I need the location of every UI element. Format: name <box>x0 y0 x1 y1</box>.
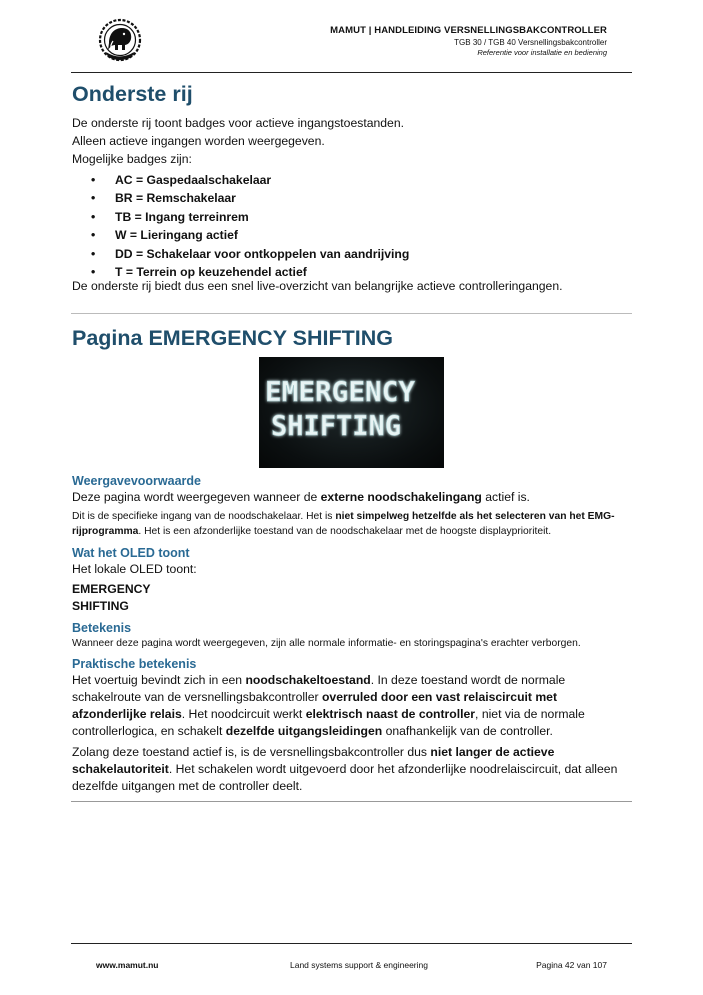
header-subtitle: TGB 30 / TGB 40 Versnellingsbakcontroller <box>454 38 607 47</box>
paragraph-small: Dit is de specifieke ingang van de noodschakelaar. Het is niet simpelweg hetzelfde als het selecteren van het EMG-rijprogramma. Het is een afzonderlijke toestand van de noodschakelaar met de hoogste displayprioriteit. <box>72 511 615 537</box>
footer-divider <box>71 943 632 944</box>
header-divider <box>71 72 632 73</box>
oled-text-line: EMERGENCY <box>72 582 151 596</box>
section-heading-emergency: Pagina EMERGENCY SHIFTING <box>72 326 393 350</box>
paragraph: Het lokale OLED toont: <box>72 562 197 576</box>
oled-line-2: SHIFTING <box>271 409 401 442</box>
paragraph: Mogelijke badges zijn: <box>72 151 192 166</box>
badge-list-item: • DD = Schakelaar voor ontkoppelen van aandrijving <box>101 245 632 264</box>
oled-line-1: EMERGENCY <box>265 375 416 408</box>
footer-website: www.mamut.nu <box>96 960 159 970</box>
mamut-logo <box>95 17 145 63</box>
section-divider <box>71 313 632 314</box>
emergency-section <box>72 326 632 352</box>
page-content <box>72 82 632 295</box>
badge-list-item: • TB = Ingang terreinrem <box>101 208 632 227</box>
subheading-display-condition: Weergavevoorwaarde <box>72 474 201 488</box>
header-reference: Referentie voor installatie en bediening <box>477 48 607 57</box>
footer-page-number: Pagina 42 van 107 <box>536 960 607 970</box>
paragraph: Het voertuig bevindt zich in een noodschakeltoestand. In deze toestand wordt de normale schakelroute van de versnellingsbakcontroller overruled door een vast relaiscircuit met afzonderlijke relais. Het noodcircuit werkt elektrisch naast de controller, niet via de normale controllerlogica, en schakelt dezelfde uitgangsleidingen onafhankelijk van de controller. <box>72 673 585 738</box>
header-title: MAMUT | HANDLEIDING VERSNELLINGSBAKCONTROLLER <box>330 25 607 36</box>
paragraph: Zolang deze toestand actief is, is de versnellingsbakcontroller dus niet langer de actieve schakelautoriteit. Het schakelen wordt uitgevoerd door het afzonderlijke noodrelaiscircuit, dat alleen dezelfde uitgangen met de controller deelt. <box>72 745 618 793</box>
badge-list-item: • T = Terrein op keuzehendel actief <box>101 263 632 282</box>
badge-list-item: • BR = Remschakelaar <box>101 189 632 208</box>
oled-emergency-image <box>259 357 444 468</box>
page-header <box>330 25 607 57</box>
paragraph-small: Wanneer deze pagina wordt weergegeven, zijn alle normale informatie- en storingspagina's erachter verborgen. <box>72 638 581 649</box>
footer-tagline: Land systems support & engineering <box>290 960 428 970</box>
section-end-divider <box>71 801 632 802</box>
paragraph: Deze pagina wordt weergegeven wanneer de externe noodschakelingang actief is. <box>72 490 530 504</box>
oled-text-line: SHIFTING <box>72 599 129 613</box>
subheading-oled-shows: Wat het OLED toont <box>72 546 190 560</box>
subheading-meaning: Betekenis <box>72 621 132 635</box>
summary-paragraph: De onderste rij biedt dus een snel live-overzicht van belangrijke actieve controlleringangen. <box>72 278 563 293</box>
paragraph: De onderste rij toont badges voor actieve ingangstoestanden. <box>72 115 404 130</box>
subheading-practical: Praktische betekenis <box>72 657 197 671</box>
badge-list-item: • W = Lieringang actief <box>101 226 632 245</box>
emergency-details <box>72 473 632 795</box>
badge-list <box>72 171 632 282</box>
section-heading-bottom-row: Onderste rij <box>72 82 193 106</box>
badge-list-item: • AC = Gaspedaalschakelaar <box>101 171 632 190</box>
paragraph: Alleen actieve ingangen worden weergegeven. <box>72 133 325 148</box>
